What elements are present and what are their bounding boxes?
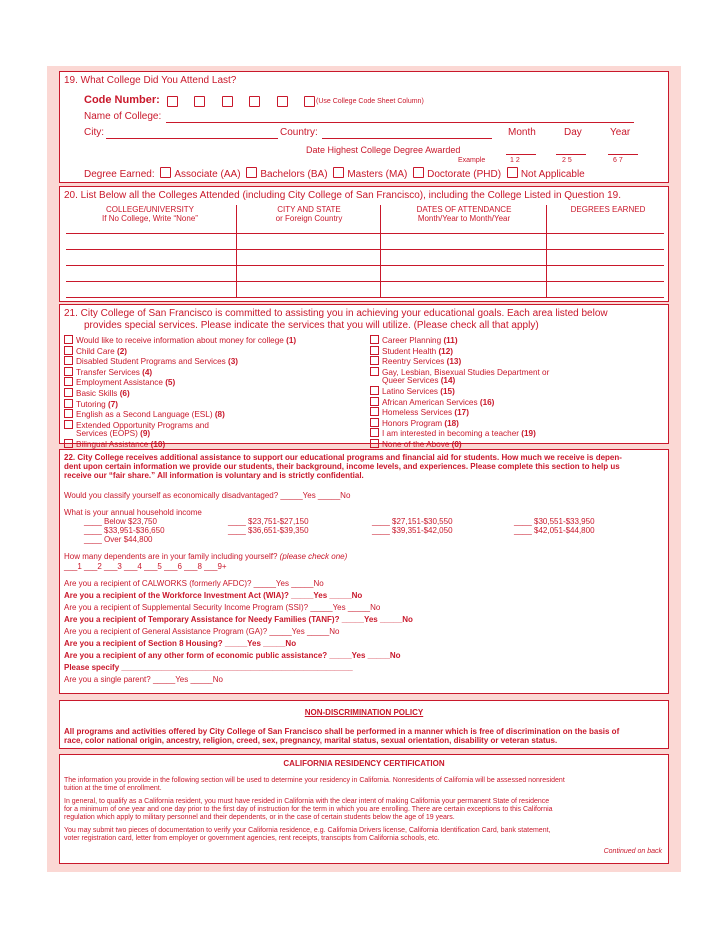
service-label: I am interested in becoming a teacher — [382, 429, 522, 439]
col-dates-header-a: DATES OF ATTENDANCE — [416, 205, 512, 214]
please-specify-field[interactable]: Please specify ____________________________________________________ — [64, 663, 353, 672]
college-name-input[interactable] — [166, 122, 634, 123]
college-row-4[interactable] — [66, 281, 664, 282]
q19-title: 19. What College Did You Attend Last? — [64, 75, 237, 86]
service-code: (15) — [440, 386, 455, 396]
checkbox[interactable] — [64, 356, 73, 365]
degree-na-checkbox[interactable] — [507, 167, 518, 178]
income-option[interactable]: ____ $33,951-$36,650 — [84, 526, 165, 535]
q21-section — [59, 304, 669, 449]
service-code: (5) — [165, 378, 176, 388]
residency-p2-a: In general, to qualify as a California resident, you must have resided in California with the clear intent of making California your permanent State of residence — [64, 798, 550, 805]
service-code: (18) — [444, 418, 459, 428]
degree-earned-label: Degree Earned: — [84, 169, 155, 180]
service-label: None of the Above — [382, 439, 452, 449]
service-code: (16) — [479, 397, 495, 407]
q21-title-line2: provides special services. Please indicate the services that you will utilize. (Please check all that apply) — [84, 320, 539, 331]
nondiscrimination-body-2: race, color national origin, ancestry, religion, creed, sex, pregnancy, marital status, sexual orientation, disability or veteran status. — [64, 736, 558, 745]
income-option[interactable]: ____ $23,751-$27,150 — [228, 517, 309, 526]
assistance-question[interactable]: Are you a recipient of the Workforce Investment Act (WIA)? _____Yes _____No — [64, 591, 363, 600]
income-option[interactable]: ____ $27,151-$30,550 — [372, 517, 453, 526]
service-label: Reentry Services — [382, 357, 447, 367]
service-item[interactable] — [64, 409, 296, 420]
service-code: (2) — [116, 346, 127, 356]
degree-phd-checkbox[interactable] — [413, 167, 424, 178]
income-option[interactable]: ____ $36,651-$39,350 — [228, 526, 309, 535]
continued-on-back: Continued on back — [603, 848, 662, 855]
service-item[interactable] — [64, 367, 296, 378]
service-code: (9) — [140, 429, 151, 439]
income-option[interactable]: ____ $30,551-$33,950 — [514, 517, 595, 526]
residency-p1-b: tuition at the time of enrollment. — [64, 785, 162, 792]
degree-ba-checkbox[interactable] — [246, 167, 257, 178]
checkbox[interactable] — [64, 367, 73, 376]
assistance-question[interactable]: Are you a recipient of any other form of economic public assistance? _____Yes _____No — [64, 651, 401, 660]
residency-p2-b: for a minimum of one year and one day prior to the first day of instruction for the term in which you are enrolling. There are certain exceptions to this California — [64, 806, 553, 813]
checkbox[interactable] — [64, 439, 73, 448]
q22-section — [59, 449, 669, 694]
service-item[interactable] — [370, 386, 549, 397]
date-day-input[interactable] — [556, 154, 586, 155]
residency-p3-a: You may submit two pieces of documentation to verify your California residence, e.g. California Drivers license, California Identification Card, bank statement, — [64, 827, 551, 834]
city-label: City: — [84, 127, 104, 138]
code-number-boxes — [164, 93, 318, 111]
nondiscrimination-title: NON-DISCRIMINATION POLICY — [304, 708, 424, 717]
residency-section — [59, 754, 669, 864]
example-day: 2 5 — [562, 157, 572, 164]
degree-ma-label: Masters (MA) — [347, 169, 408, 180]
service-label: Employment Assistance — [76, 378, 166, 388]
city-input[interactable] — [106, 138, 278, 139]
income-label: What is your annual household income — [64, 508, 202, 517]
service-label: Student Health — [382, 346, 439, 356]
date-month-input[interactable] — [506, 154, 536, 155]
service-code: (13) — [446, 357, 462, 367]
q22-intro-line2: dent upon certain information we provide our students, their background, income levels, and experiences. Please complete this section to help us — [64, 462, 620, 471]
code-digit-6-checkbox[interactable] — [304, 96, 315, 107]
income-option[interactable]: ____ $39,351-$42,050 — [372, 526, 453, 535]
service-code: (8) — [214, 410, 225, 420]
services-left-list — [64, 335, 296, 450]
country-input[interactable] — [322, 138, 492, 139]
service-label: Disabled Student Programs and Services — [76, 357, 229, 367]
service-item[interactable] — [370, 356, 549, 367]
service-item[interactable] — [370, 428, 549, 439]
example-year: 6 7 — [613, 157, 623, 164]
service-label: Would like to receive information about money for college — [76, 336, 287, 345]
service-item[interactable] — [370, 418, 549, 429]
service-label: Career Planning — [382, 336, 444, 345]
code-note: (Use College Code Sheet Column) — [316, 98, 424, 105]
service-code: (1) — [286, 336, 297, 345]
col-college-header-b: If No College, Write “None” — [102, 214, 198, 223]
checkbox[interactable] — [64, 335, 73, 344]
service-item[interactable] — [64, 439, 296, 450]
service-code: (11) — [443, 336, 458, 345]
income-option[interactable]: ____ Below $23,750 — [84, 517, 157, 526]
service-code: (0) — [451, 439, 462, 449]
month-label: Month — [508, 127, 536, 138]
day-label: Day — [564, 127, 582, 138]
residency-title: CALIFORNIA RESIDENCY CERTIFICATION — [283, 759, 445, 768]
degree-earned-row — [84, 167, 585, 180]
income-option[interactable]: ____ $42,051-$44,800 — [514, 526, 595, 535]
col-divider-1 — [236, 205, 237, 297]
service-item-cont — [64, 430, 296, 439]
q22-intro-line3: receive our “fair share.” All information is voluntary and is strictly confidential. — [64, 471, 364, 480]
service-code: (19) — [521, 429, 536, 439]
service-item[interactable] — [64, 377, 296, 388]
service-item[interactable] — [64, 356, 296, 367]
residency-p1-a: The information you provide in the following section will be used to determine your residency in California. Nonresidents of California will be assessed nonresident — [64, 777, 565, 784]
code-digit-4-checkbox[interactable] — [249, 96, 260, 107]
col-dates-header-b: Month/Year to Month/Year — [417, 214, 511, 223]
service-item[interactable] — [64, 346, 296, 357]
code-number-label: Code Number: — [84, 94, 160, 106]
service-item[interactable] — [370, 397, 549, 408]
code-digit-3-checkbox[interactable] — [222, 96, 233, 107]
service-code: (3) — [228, 357, 239, 367]
service-label: Queer Services — [382, 376, 441, 386]
service-item[interactable] — [370, 407, 549, 418]
service-code: (6) — [119, 388, 130, 398]
service-label: Homeless Services — [382, 408, 455, 418]
checkbox[interactable] — [370, 407, 379, 416]
code-digit-1-checkbox[interactable] — [167, 96, 178, 107]
q20-title: 20. List Below all the Colleges Attended (including City College of San Francisco), including the College Listed in Question 19. — [64, 190, 621, 201]
year-label: Year — [610, 127, 631, 138]
service-code: (17) — [454, 408, 469, 418]
services-right-list — [370, 335, 549, 450]
q22-intro-line1: 22. City College receives additional assistance to support our educational programs and financial aid for students. How much we receive is depen- — [64, 453, 622, 462]
degree-ma-checkbox[interactable] — [333, 167, 344, 178]
service-code: (12) — [438, 346, 454, 356]
assistance-question[interactable]: Are you a recipient of CALWORKS (formerly AFDC)? _____Yes _____No — [64, 579, 324, 588]
col-city-header-a: CITY AND STATE — [277, 205, 341, 214]
checkbox[interactable] — [370, 418, 379, 427]
college-row-2[interactable] — [66, 249, 664, 250]
col-divider-3 — [546, 205, 547, 297]
college-row-1[interactable] — [66, 233, 664, 234]
checkbox[interactable] — [370, 335, 379, 344]
assistance-question[interactable]: Are you a recipient of Supplemental Security Income Program (SSI)? _____Yes _____No — [64, 603, 381, 612]
service-label: Latino Services — [382, 386, 441, 396]
assistance-question[interactable]: Are you a recipient of Temporary Assistance for Needy Families (TANF)? _____Yes _____No — [64, 615, 413, 624]
degree-ba-label: Bachelors (BA) — [260, 169, 328, 180]
service-label: Services (EOPS) — [76, 429, 141, 439]
col-city-header-b: or Foreign Country — [275, 214, 343, 223]
college-row-5[interactable] — [66, 297, 664, 298]
service-item[interactable] — [370, 346, 549, 357]
checkbox[interactable] — [370, 367, 379, 376]
disadvantaged-question[interactable]: Would you classify yourself as economically disadvantaged? _____Yes _____No — [64, 491, 351, 500]
date-awarded-label: Date Highest College Degree Awarded — [306, 145, 461, 155]
service-code: (4) — [142, 367, 153, 377]
service-item[interactable] — [64, 399, 296, 410]
dependents-note: (please check one) — [279, 552, 348, 561]
degree-na-label: Not Applicable — [520, 169, 585, 180]
income-option[interactable]: ____ Over $44,800 — [84, 535, 153, 544]
country-label: Country: — [280, 127, 318, 138]
checkbox[interactable] — [370, 428, 379, 437]
q20-section — [59, 186, 669, 302]
checkbox[interactable] — [64, 420, 73, 429]
service-item[interactable] — [64, 335, 296, 346]
example-month: 1 2 — [510, 157, 520, 164]
service-code: (7) — [108, 399, 119, 409]
service-label: Gay, Lesbian, Bisexual Studies Department or — [382, 367, 550, 377]
checkbox[interactable] — [370, 356, 379, 365]
checkbox[interactable] — [64, 346, 73, 355]
assistance-question[interactable]: Are you a recipient of Section 8 Housing? _____Yes _____No — [64, 639, 297, 648]
example-label: Example — [458, 157, 486, 164]
assistance-question[interactable]: Are you a single parent? _____Yes _____No — [64, 675, 223, 684]
dependents-question — [64, 552, 347, 561]
checkbox[interactable] — [370, 346, 379, 355]
service-item[interactable] — [64, 388, 296, 399]
code-digit-2-checkbox[interactable] — [194, 96, 205, 107]
service-label: African American Services — [382, 397, 480, 407]
service-code: (14) — [440, 376, 456, 386]
college-row-3[interactable] — [66, 265, 664, 266]
col-college-header — [66, 205, 234, 223]
form-page — [47, 66, 681, 872]
checkbox[interactable] — [370, 397, 379, 406]
service-item[interactable] — [370, 439, 549, 450]
residency-p3-b: voter registration card, letter from employer or government agencies, rent receipts, transcipts from California schools, etc. — [64, 835, 440, 842]
checkbox[interactable] — [64, 388, 73, 397]
assistance-question[interactable]: Are you a recipient of General Assistance Program (GA)? _____Yes _____No — [64, 627, 340, 636]
degree-aa-label: Associate (AA) — [174, 169, 241, 180]
degree-phd-label: Doctorate (PHD) — [427, 169, 502, 180]
col-divider-2 — [380, 205, 381, 297]
q21-title-line1: 21. City College of San Francisco is committed to assisting you in achieving your educational goals. Each area listed below — [64, 308, 608, 319]
q19-section — [59, 71, 669, 183]
dependents-options[interactable]: ___1 ___2 ___3 ___4 ___5 ___6 ___8 ___9+ — [64, 562, 227, 571]
col-city-header — [238, 205, 380, 223]
date-year-input[interactable] — [608, 154, 638, 155]
residency-p2-c: regulation which apply to military personnel and their dependents, or in the case of certain students below the age of 19 years. — [64, 814, 455, 821]
service-item-cont — [370, 377, 549, 386]
checkbox[interactable] — [64, 399, 73, 408]
checkbox[interactable] — [370, 439, 379, 448]
degree-aa-checkbox[interactable] — [160, 167, 171, 178]
checkbox[interactable] — [64, 377, 73, 386]
dependents-label: How many dependents are in your family including yourself? — [64, 552, 280, 561]
nondiscrimination-section — [59, 700, 669, 749]
col-degrees-header — [548, 205, 668, 214]
service-label: English as a Second Language (ESL) — [76, 410, 215, 420]
col-college-header-a: COLLEGE/UNIVERSITY — [105, 205, 195, 214]
service-label: Extended Opportunity Programs and — [76, 420, 209, 430]
service-label: Basic Skills — [76, 388, 120, 398]
college-name-label: Name of College: — [84, 111, 162, 122]
col-dates-header — [382, 205, 546, 223]
service-code: (10) — [150, 439, 166, 449]
service-item[interactable] — [370, 335, 549, 346]
code-digit-5-checkbox[interactable] — [277, 96, 288, 107]
checkbox[interactable] — [64, 409, 73, 418]
service-label: Transfer Services — [76, 367, 143, 377]
service-label: Tutoring — [76, 399, 109, 409]
service-label: Child Care — [76, 346, 117, 356]
col-degrees-header-a: DEGREES EARNED — [570, 205, 646, 214]
service-label: Honors Program — [382, 418, 445, 428]
nondiscrimination-body-1: All programs and activities offered by City College of San Francisco shall be performed in a manner which is free of discrimination on the basis of — [64, 727, 620, 736]
service-label: Bilingual Assistance — [76, 439, 151, 449]
checkbox[interactable] — [370, 386, 379, 395]
